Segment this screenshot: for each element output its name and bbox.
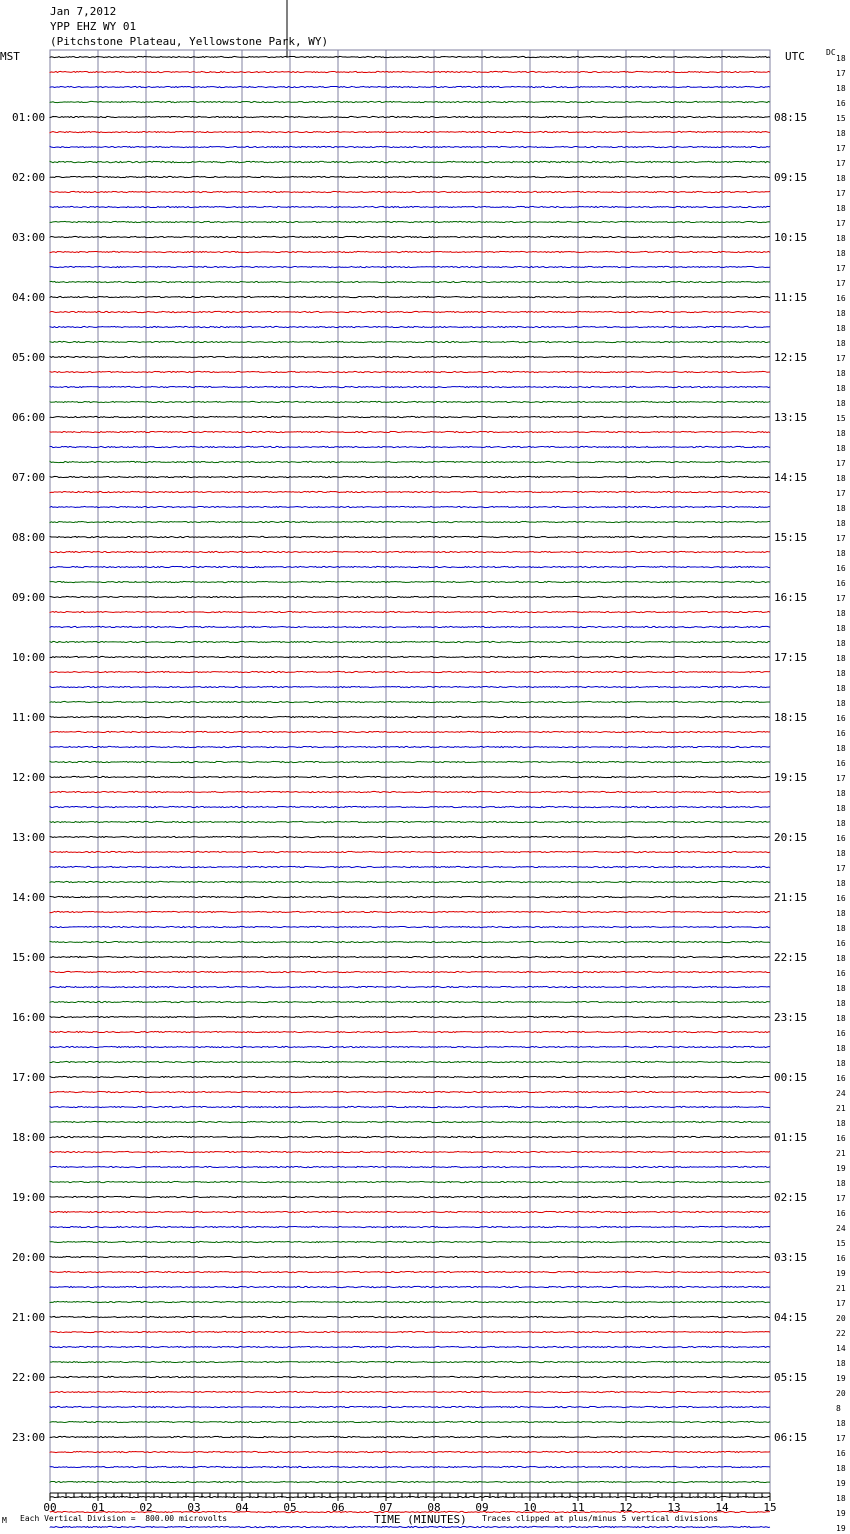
dc-offset-label: 17 — [836, 189, 846, 198]
dc-offset-label: 18 — [836, 234, 846, 243]
right-hour-label: 23:15 — [774, 1011, 808, 1024]
dc-offset-label: 21 — [836, 1149, 846, 1158]
seismic-trace — [50, 551, 770, 552]
left-hour-label: 23:00 — [12, 1431, 46, 1444]
seismic-trace — [50, 851, 770, 852]
seismic-trace — [50, 56, 770, 57]
seismic-trace — [50, 1346, 770, 1347]
right-axis-title: UTC — [785, 50, 805, 63]
dc-offset-label: 18 — [836, 519, 846, 528]
dc-offset-label: 16 — [836, 759, 846, 768]
dc-offset-label: 18 — [836, 609, 846, 618]
left-hour-label: 07:00 — [12, 471, 46, 484]
dc-offset-label: 21 — [836, 1284, 846, 1293]
seismic-trace — [50, 821, 770, 822]
x-tick-label: 12 — [619, 1501, 633, 1514]
dc-offset-label: 16 — [836, 579, 846, 588]
dc-offset-label: 16 — [836, 714, 846, 723]
seismic-trace — [50, 776, 770, 777]
dc-offset-label: 17 — [836, 279, 846, 288]
dc-offset-label: 18 — [836, 504, 846, 513]
header-date: Jan 7,2012 — [50, 5, 117, 18]
left-hour-label: 13:00 — [12, 831, 46, 844]
dc-offset-label: 19 — [836, 1269, 846, 1278]
left-hour-label: 10:00 — [12, 651, 46, 664]
dc-offset-label: 18 — [836, 744, 846, 753]
header-location: (Pitchstone Plateau, Yellowstone Park, WY) — [50, 35, 329, 48]
dc-offset-label: 17 — [836, 774, 846, 783]
dc-offset-label: 18 — [836, 1464, 846, 1473]
x-tick-label: 02 — [139, 1501, 153, 1514]
right-hour-label: 02:15 — [774, 1191, 808, 1204]
left-hour-label: 01:00 — [12, 111, 46, 124]
seismic-trace — [50, 686, 770, 687]
right-hour-label: 03:15 — [774, 1251, 808, 1264]
dc-offset-label: 18 — [836, 924, 846, 933]
left-axis-title: MST — [0, 50, 20, 63]
right-hour-label: 13:15 — [774, 411, 808, 424]
seismic-trace — [50, 206, 770, 207]
seismic-trace — [50, 611, 770, 612]
seismic-trace — [50, 1421, 770, 1422]
dc-offset-label: 16 — [836, 294, 846, 303]
seismic-trace — [50, 161, 770, 162]
x-tick-label: 05 — [283, 1501, 297, 1514]
left-hour-label: 20:00 — [12, 1251, 46, 1264]
dc-offset-label: 18 — [836, 624, 846, 633]
seismic-trace — [50, 1316, 770, 1317]
dc-offset-label: 17 — [836, 69, 846, 78]
corner-mark: M — [2, 1516, 7, 1525]
dc-offset-label: 18 — [836, 84, 846, 93]
seismic-trace — [50, 911, 770, 912]
seismic-trace — [50, 71, 770, 72]
dc-offset-label: 18 — [836, 339, 846, 348]
seismic-trace — [50, 1196, 770, 1197]
seismic-trace — [50, 626, 770, 627]
seismic-trace — [50, 476, 770, 477]
seismic-trace — [50, 761, 770, 762]
dc-offset-label: 18 — [836, 909, 846, 918]
left-hour-label: 08:00 — [12, 531, 46, 544]
left-hour-label: 14:00 — [12, 891, 46, 904]
seismic-trace — [50, 251, 770, 252]
seismic-trace — [50, 1466, 770, 1467]
dc-offset-label: 18 — [836, 174, 846, 183]
dc-offset-label: 19 — [836, 1509, 846, 1518]
dc-offset-label: 18 — [836, 1119, 846, 1128]
seismic-trace — [50, 1001, 770, 1002]
dc-offset-label: 16 — [836, 969, 846, 978]
x-axis-label: TIME (MINUTES) — [374, 1513, 467, 1526]
x-tick-label: 03 — [187, 1501, 201, 1514]
seismic-trace — [50, 1376, 770, 1377]
dc-offset-label: 22 — [836, 1329, 846, 1338]
dc-offset-label: 18 — [836, 849, 846, 858]
x-tick-label: 06 — [331, 1501, 345, 1514]
dc-offset-label: 18 — [836, 639, 846, 648]
seismic-trace — [50, 881, 770, 882]
seismic-trace — [50, 401, 770, 402]
seismic-trace — [50, 641, 770, 642]
seismic-trace — [50, 1151, 770, 1152]
left-hour-label: 18:00 — [12, 1131, 46, 1144]
x-tick-label: 10 — [523, 1501, 537, 1514]
x-tick-label: 08 — [427, 1501, 441, 1514]
seismic-trace — [50, 506, 770, 507]
dc-offset-label: 8 — [836, 1404, 841, 1413]
seismic-trace — [50, 926, 770, 927]
dc-offset-label: 16 — [836, 1134, 846, 1143]
left-hour-label: 05:00 — [12, 351, 46, 364]
dc-offset-label: 19 — [836, 1164, 846, 1173]
dc-offset-label: 18 — [836, 699, 846, 708]
dc-offset-label: 16 — [836, 939, 846, 948]
left-hour-label: 09:00 — [12, 591, 46, 604]
left-hour-label: 06:00 — [12, 411, 46, 424]
dc-offset-label: 18 — [836, 984, 846, 993]
right-hour-label: 00:15 — [774, 1071, 808, 1084]
dc-offset-label: 17 — [836, 1434, 846, 1443]
dc-offset-label: 18 — [836, 54, 846, 63]
x-tick-label: 13 — [667, 1501, 681, 1514]
dc-offset-label: 18 — [836, 789, 846, 798]
seismic-trace — [50, 131, 770, 132]
right-hour-label: 11:15 — [774, 291, 808, 304]
dc-offset-label: 17 — [836, 1299, 846, 1308]
seismic-trace — [50, 386, 770, 387]
seismic-trace — [50, 1406, 770, 1407]
left-hour-label: 03:00 — [12, 231, 46, 244]
seismic-trace — [50, 1016, 770, 1017]
seismic-trace — [50, 1451, 770, 1452]
dc-offset-label: 15 — [836, 414, 846, 423]
dc-offset-label: 18 — [836, 654, 846, 663]
seismic-trace — [50, 536, 770, 537]
left-hour-label: 15:00 — [12, 951, 46, 964]
seismic-trace — [50, 791, 770, 792]
right-hour-label: 06:15 — [774, 1431, 808, 1444]
dc-offset-label: 18 — [836, 1179, 846, 1188]
right-hour-label: 10:15 — [774, 231, 808, 244]
seismic-trace — [50, 1091, 770, 1092]
dc-offset-label: 18 — [836, 1494, 846, 1503]
dc-offset-label: 19 — [836, 1524, 846, 1533]
dc-offset-label: 20 — [836, 1314, 846, 1323]
right-hour-label: 08:15 — [774, 111, 808, 124]
dc-offset-label: 17 — [836, 159, 846, 168]
seismic-trace — [50, 1481, 770, 1482]
dc-offset-label: 18 — [836, 309, 846, 318]
clip-note: Traces clipped at plus/minus 5 vertical divisions — [482, 1514, 719, 1523]
right-hour-label: 05:15 — [774, 1371, 808, 1384]
dc-title: DC — [826, 48, 836, 57]
right-hour-label: 16:15 — [774, 591, 808, 604]
left-hour-label: 02:00 — [12, 171, 46, 184]
seismic-trace — [50, 941, 770, 942]
dc-offset-label: 16 — [836, 1254, 846, 1263]
seismic-trace — [50, 1271, 770, 1272]
seismic-trace — [50, 1526, 770, 1527]
dc-offset-label: 18 — [836, 474, 846, 483]
dc-offset-label: 15 — [836, 1239, 846, 1248]
right-hour-label: 04:15 — [774, 1311, 808, 1324]
seismic-trace — [50, 1076, 770, 1077]
dc-offset-label: 16 — [836, 1449, 846, 1458]
dc-offset-label: 17 — [836, 264, 846, 273]
dc-offset-label: 17 — [836, 594, 846, 603]
dc-offset-label: 18 — [836, 129, 846, 138]
dc-offset-label: 16 — [836, 1074, 846, 1083]
dc-offset-label: 18 — [836, 999, 846, 1008]
seismic-trace — [50, 1166, 770, 1167]
seismic-trace — [50, 566, 770, 567]
left-hour-label: 11:00 — [12, 711, 46, 724]
seismic-trace — [50, 866, 770, 867]
dc-offset-label: 16 — [836, 729, 846, 738]
dc-offset-label: 19 — [836, 1374, 846, 1383]
seismic-trace — [50, 281, 770, 282]
seismic-trace — [50, 146, 770, 147]
seismic-trace — [50, 1436, 770, 1437]
header-station: YPP EHZ WY 01 — [50, 20, 137, 33]
dc-offset-label: 16 — [836, 99, 846, 108]
seismic-trace — [50, 416, 770, 417]
dc-offset-label: 18 — [836, 1359, 846, 1368]
seismic-trace — [50, 296, 770, 297]
seismic-trace — [50, 1361, 770, 1362]
seismic-trace — [50, 1391, 770, 1392]
seismic-trace — [50, 221, 770, 222]
seismic-trace — [50, 806, 770, 807]
seismic-trace — [50, 446, 770, 447]
left-hour-label: 17:00 — [12, 1071, 46, 1084]
dc-offset-label: 15 — [836, 114, 846, 123]
seismic-trace — [50, 1301, 770, 1302]
seismic-trace — [50, 1226, 770, 1227]
x-tick-label: 07 — [379, 1501, 393, 1514]
seismic-trace — [50, 176, 770, 177]
dc-offset-label: 16 — [836, 564, 846, 573]
x-tick-label: 15 — [763, 1501, 777, 1514]
left-hour-label: 16:00 — [12, 1011, 46, 1024]
dc-offset-label: 16 — [836, 834, 846, 843]
dc-offset-label: 17 — [836, 489, 846, 498]
dc-offset-label: 17 — [836, 864, 846, 873]
right-hour-label: 15:15 — [774, 531, 808, 544]
dc-offset-label: 16 — [836, 894, 846, 903]
seismic-trace — [50, 581, 770, 582]
dc-offset-label: 20 — [836, 1389, 846, 1398]
dc-offset-label: 19 — [836, 1479, 846, 1488]
x-tick-label: 09 — [475, 1501, 489, 1514]
seismic-trace — [50, 986, 770, 987]
seismic-trace — [50, 701, 770, 702]
dc-offset-label: 17 — [836, 219, 846, 228]
seismic-trace — [50, 191, 770, 192]
x-tick-label: 00 — [43, 1501, 57, 1514]
seismic-trace — [50, 836, 770, 837]
seismic-trace — [50, 86, 770, 87]
dc-offset-label: 18 — [836, 369, 846, 378]
dc-offset-label: 18 — [836, 249, 846, 258]
seismic-trace — [50, 1331, 770, 1332]
seismic-trace — [50, 311, 770, 312]
dc-offset-label: 18 — [836, 684, 846, 693]
left-hour-label: 21:00 — [12, 1311, 46, 1324]
x-tick-label: 11 — [571, 1501, 585, 1514]
right-hour-label: 20:15 — [774, 831, 808, 844]
dc-offset-label: 18 — [836, 669, 846, 678]
dc-offset-label: 17 — [836, 534, 846, 543]
seismic-trace — [50, 431, 770, 432]
seismic-trace — [50, 1241, 770, 1242]
dc-offset-label: 18 — [836, 399, 846, 408]
dc-offset-label: 14 — [836, 1344, 846, 1353]
seismic-trace — [50, 971, 770, 972]
right-hour-label: 22:15 — [774, 951, 808, 964]
right-hour-label: 21:15 — [774, 891, 808, 904]
dc-offset-label: 17 — [836, 144, 846, 153]
seismic-trace — [50, 596, 770, 597]
left-hour-label: 04:00 — [12, 291, 46, 304]
dc-offset-label: 18 — [836, 324, 846, 333]
x-tick-label: 14 — [715, 1501, 729, 1514]
seismic-trace — [50, 746, 770, 747]
dc-offset-label: 24 — [836, 1089, 846, 1098]
seismic-trace — [50, 101, 770, 102]
seismic-trace — [50, 116, 770, 117]
right-hour-label: 19:15 — [774, 771, 808, 784]
dc-offset-label: 24 — [836, 1224, 846, 1233]
dc-offset-label: 18 — [836, 1014, 846, 1023]
seismic-trace — [50, 1136, 770, 1137]
seismic-trace — [50, 326, 770, 327]
seismic-trace — [50, 956, 770, 957]
trace-group — [50, 54, 846, 1534]
seismic-trace — [50, 1121, 770, 1122]
dc-offset-label: 16 — [836, 1209, 846, 1218]
seismic-trace — [50, 1211, 770, 1212]
dc-offset-label: 17 — [836, 1194, 846, 1203]
seismic-trace — [50, 341, 770, 342]
dc-offset-label: 18 — [836, 879, 846, 888]
seismic-trace — [50, 731, 770, 732]
seismic-trace — [50, 1286, 770, 1287]
seismic-trace — [50, 461, 770, 462]
seismic-trace — [50, 491, 770, 492]
dc-offset-label: 17 — [836, 354, 846, 363]
dc-offset-label: 21 — [836, 1104, 846, 1113]
seismic-trace — [50, 1256, 770, 1257]
seismic-trace — [50, 656, 770, 657]
dc-offset-label: 18 — [836, 954, 846, 963]
seismic-trace — [50, 356, 770, 357]
seismic-trace — [50, 266, 770, 267]
seismic-trace — [50, 1061, 770, 1062]
dc-offset-label: 18 — [836, 1059, 846, 1068]
x-axis — [43, 1493, 776, 1514]
right-hour-label: 14:15 — [774, 471, 808, 484]
seismic-trace — [50, 716, 770, 717]
seismic-trace — [50, 1106, 770, 1107]
dc-offset-label: 18 — [836, 204, 846, 213]
seismic-trace — [50, 1031, 770, 1032]
scale-note: Each Vertical Division = 800.00 microvolts — [20, 1514, 228, 1523]
right-hour-label: 18:15 — [774, 711, 808, 724]
x-tick-label: 01 — [91, 1501, 105, 1514]
dc-offset-label: 18 — [836, 429, 846, 438]
dc-offset-label: 18 — [836, 444, 846, 453]
seismic-trace — [50, 896, 770, 897]
seismic-trace — [50, 236, 770, 237]
right-hour-label: 01:15 — [774, 1131, 808, 1144]
seismic-trace — [50, 671, 770, 672]
dc-offset-label: 18 — [836, 384, 846, 393]
seismic-trace — [50, 371, 770, 372]
left-hour-label: 19:00 — [12, 1191, 46, 1204]
dc-offset-label: 17 — [836, 459, 846, 468]
seismic-trace — [50, 1046, 770, 1047]
dc-offset-label: 16 — [836, 1029, 846, 1038]
x-tick-label: 04 — [235, 1501, 249, 1514]
dc-offset-label: 18 — [836, 804, 846, 813]
right-hour-label: 17:15 — [774, 651, 808, 664]
right-hour-label: 12:15 — [774, 351, 808, 364]
seismic-trace — [50, 1181, 770, 1182]
dc-offset-label: 18 — [836, 1044, 846, 1053]
dc-offset-label: 18 — [836, 1419, 846, 1428]
dc-offset-label: 18 — [836, 819, 846, 828]
right-hour-label: 09:15 — [774, 171, 808, 184]
seismic-trace — [50, 521, 770, 522]
left-hour-label: 22:00 — [12, 1371, 46, 1384]
left-hour-label: 12:00 — [12, 771, 46, 784]
dc-offset-label: 18 — [836, 549, 846, 558]
